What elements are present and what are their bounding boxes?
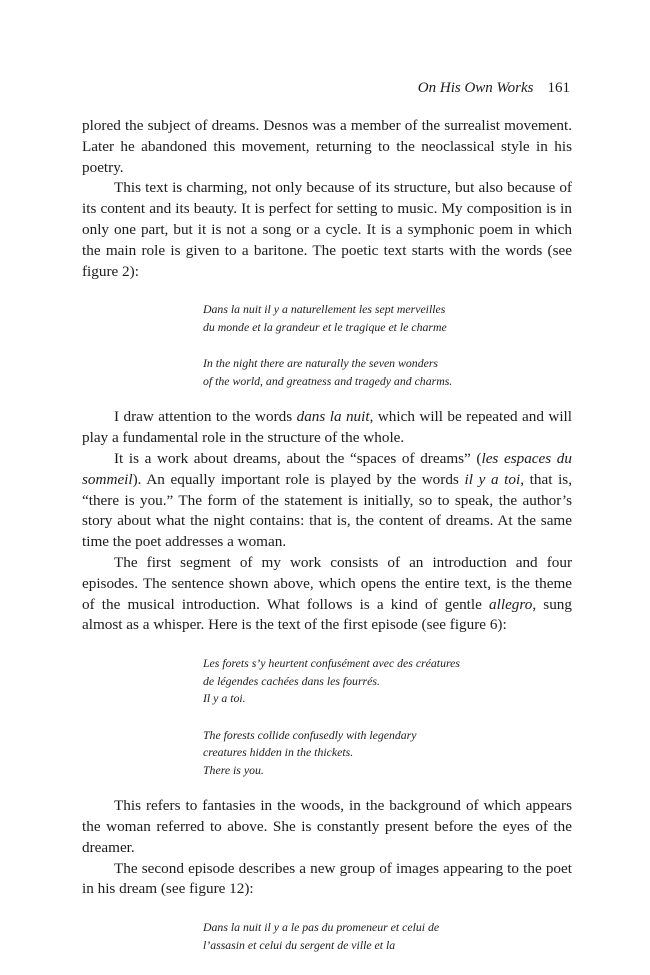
paragraph-4 bbox=[82, 449, 572, 553]
quote-line: In the night there are naturally the seven wonders bbox=[203, 356, 439, 371]
text-run: , that is, “there is you.” The form of the statement is initially, so to speak, the author’s story about what the night contains: that is, the content of dreams. At the same time the poet addresses a woman. bbox=[82, 470, 573, 551]
quote-line: de légendes cachées dans les fourrés. bbox=[203, 673, 380, 688]
text-run: ). An equally important role is played by the words bbox=[132, 470, 465, 488]
paragraph-7: The second episode describes a new group of images appearing to the poet in his dream (see figure 12): bbox=[82, 859, 572, 898]
quote-line: Les forets s’y heurtent confusément avec des créatures bbox=[203, 656, 460, 671]
emphasis: il y a toi bbox=[464, 470, 521, 488]
quote-line: Dans la nuit il y a le pas du promeneur et celui de bbox=[203, 920, 440, 935]
text-run: The first segment of my work consists of an introduction and four episodes. The sentence shown above, which opens the entire text, is the theme of the musical introduction. What follows is a kind of gentle bbox=[82, 553, 572, 613]
body-text bbox=[82, 116, 572, 954]
paragraph-2: This text is charming, not only because of its structure, but also because of its content and its beauty. It is perfect for setting to music. My composition is in only one part, but it is not a song or a cycle. It is a symphonic poem in which the main role is given to a baritone. The poetic text starts with the words (see figure 2): bbox=[82, 179, 572, 280]
emphasis: allegro bbox=[489, 595, 533, 613]
quote-line: l’assasin et celui du sergent de ville et la bbox=[203, 937, 396, 952]
text-run: , which will be repeated and will play a fundamental role in the structure of the whole. bbox=[82, 408, 572, 447]
paragraph-6: This refers to fantasies in the woods, in the background of which appears the woman referred to above. She is constantly present before the eyes of the dreamer. bbox=[82, 797, 572, 856]
quote-line: The forests collide confusedly with legendary bbox=[203, 727, 417, 742]
running-title: On His Own Works bbox=[417, 80, 534, 96]
quote-2 bbox=[203, 655, 572, 779]
emphasis: les espaces du sommeil bbox=[82, 449, 572, 488]
paragraph-3 bbox=[82, 407, 572, 449]
page-number: 161 bbox=[547, 80, 570, 96]
text-run: It is a work about dreams, about the “spaces of dreams” ( bbox=[114, 449, 482, 467]
quote-line: creatures hidden in the thickets. bbox=[203, 745, 354, 760]
emphasis: dans la nuit bbox=[296, 408, 370, 426]
text-run: , sung almost as a whisper. Here is the text of the first episode (see figure 6): bbox=[82, 595, 572, 634]
quote-1 bbox=[203, 301, 572, 390]
text-run: I draw attention to the words bbox=[114, 408, 297, 426]
quote-line: Il y a toi. bbox=[203, 691, 246, 706]
paragraph-5 bbox=[82, 553, 572, 636]
running-head bbox=[418, 80, 570, 97]
quote-line: of the world, and greatness and tragedy and charms. bbox=[203, 373, 453, 388]
quote-3 bbox=[203, 919, 572, 954]
quote-line: Dans la nuit il y a naturellement les sept merveilles bbox=[203, 302, 446, 317]
quote-line: du monde et la grandeur et le tragique et le charme bbox=[203, 319, 447, 334]
quote-line: There is you. bbox=[203, 762, 264, 777]
paragraph-1: plored the subject of dreams. Desnos was a member of the surrealist movement. Later he abandoned this movement, returning to the neoclassical style in his poetry. bbox=[82, 117, 572, 176]
